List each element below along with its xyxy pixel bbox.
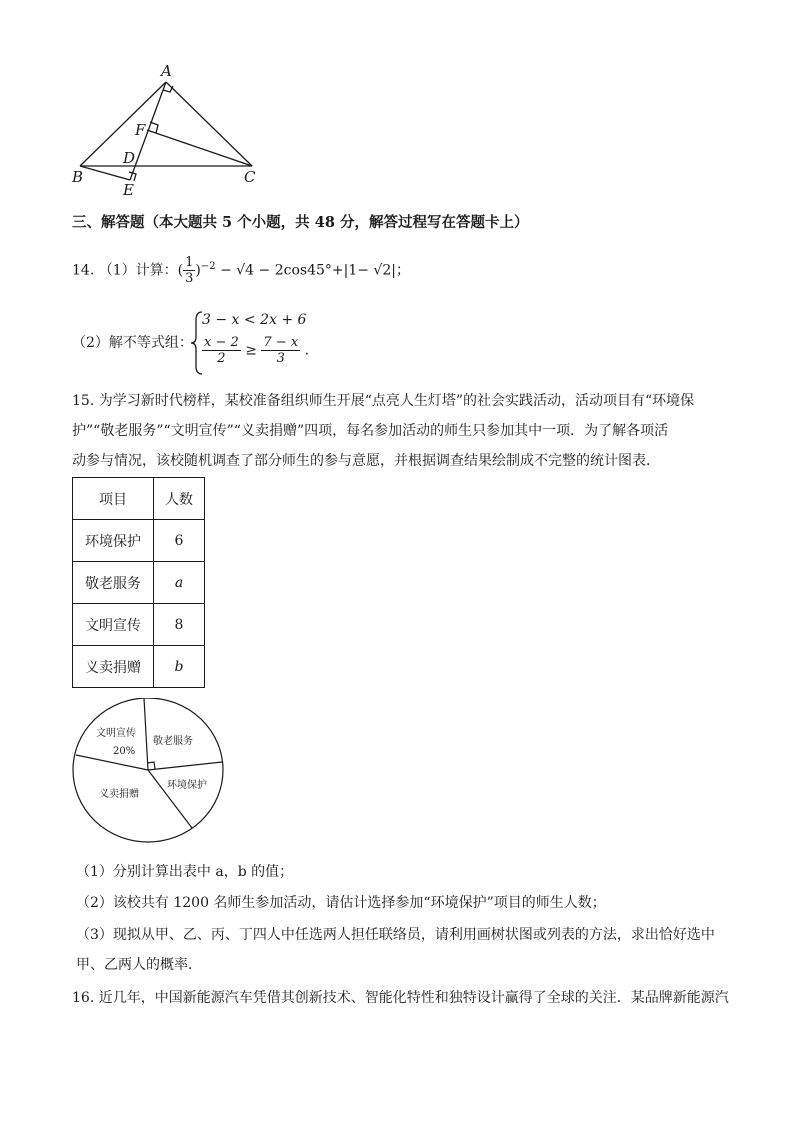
pie-divider-top [144,698,148,770]
table-header-item: 项目 [73,478,154,520]
q15-line3: 动参与情况，该校随机调查了部分师生的参与意愿，并根据调查结果绘制成不完整的统计图表． [72,453,660,469]
survey-table [72,477,205,688]
table-cell: 6 [154,520,205,562]
paren-open: ( [177,262,184,279]
segment-ac [166,82,252,166]
inequality-1: 3 − x < 2x + 6 [202,312,307,328]
ineq2-op: ≥ [245,342,257,359]
q15-sub1: （1）分别计算出表中 a，b 的值； [76,864,294,880]
section-heading: 三、解答题（本大题共 5 个小题，共 48 分，解答过程写在答题卡上） [72,214,529,231]
label-e: E [123,181,134,199]
inequality-2 [202,335,319,366]
pie-label-yimai: 义卖捐赠 [99,789,139,800]
q14-part2-prefix: （2）解不等式组： [72,335,193,351]
pie-chart [70,698,230,846]
table-header-count: 人数 [154,478,205,520]
label-b: B [72,168,84,186]
table-row [73,604,205,646]
q14-part1-prefix: （1）计算： [98,262,178,279]
table-cell: b [154,646,205,688]
label-c: C [244,168,256,186]
table-cell: 义卖捐赠 [73,646,154,688]
segment-cf [147,130,252,166]
triangle-figure [60,60,280,200]
pie-label-huanjing: 环境保护 [167,780,207,791]
q15-sub3-line2: 甲、乙两人的概率． [76,957,202,973]
q14-number: 14. [72,262,95,279]
q15-sub3-line1: （3）现拟从甲、乙、丙、丁四人中任选两人担任联络员，请利用画树状图或列表的方法，求出恰好选中 [76,927,715,943]
label-a: A [161,62,172,80]
q16-line1: 16. 近几年，中国新能源汽车凭借其创新技术、智能化特性和独特设计赢得了全球的关注．某品牌新能源汽 [72,990,729,1006]
q14-part1 [72,255,410,286]
table-row [73,646,205,688]
table-header-row [73,478,205,520]
label-d: D [123,149,136,167]
table-row [73,562,205,604]
q15-line2: 护”“敬老服务”“文明宣传”“义卖捐赠”四项，每名参加活动的师生只参加其中一项．为了解各项活 [72,423,669,439]
pie-label-jinglao: 敬老服务 [153,736,193,747]
ineq2-left-fraction: $\frac{x - 2}{2}$ [204,335,239,366]
pie-label-wenming-pct: 20% [113,746,136,757]
paren-close: ) [195,262,201,279]
table-cell: 8 [154,604,205,646]
pie-divider-right [148,762,222,770]
pie-label-wenming: 文明宣传 [96,728,136,739]
ineq2-right-fraction: $\frac{7 - x}{3}$ [263,335,299,366]
fraction-one-third: $\frac{1}{3}$ [185,255,194,286]
q14-exponent: −2 [200,260,216,272]
q14-expression: − √4 − 2cos45°+|1− √2|； [220,262,410,279]
table-cell: a [154,562,205,604]
pie-divider-left [76,755,148,770]
q15-sub2: （2）该校共有 1200 名师生参加活动，请估计选择参加“环境保护”项目的师生人数； [76,895,606,911]
ineq2-end: ． [304,342,319,359]
q15-line1: 15. 为学习新时代榜样，某校准备组织师生开展“点亮人生灯塔”的社会实践活动，活动项目有“环境保 [72,393,695,409]
table-cell: 文明宣传 [73,604,154,646]
table-cell: 敬老服务 [73,562,154,604]
table-cell: 环境保护 [73,520,154,562]
table-row [73,520,205,562]
pie-divider-bottom [148,770,192,828]
segment-be [80,166,130,180]
label-f: F [135,121,146,139]
